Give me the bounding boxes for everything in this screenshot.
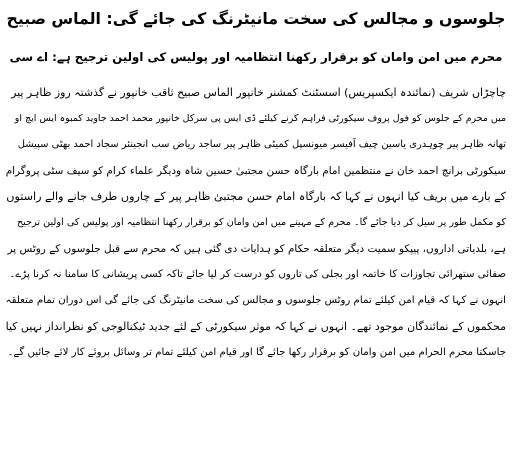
- body-line: کو مکمل طور پر سیل کر دیا جائے گا۔ محرم کے مہینے میں امن وامان کو برقرار رکھنا انتظامیہ اور پولیس کی اولین ترجیح: [16, 217, 506, 228]
- body-line: جاسکتا محرم الحرام میں امن وامان کو برقرار رکھا جائے گا اور قیام امن کیلئے تمام تر وسائل بروئے کار لائے جائیں گے۔: [7, 347, 506, 358]
- article-body: [6, 80, 506, 366]
- body-line: چاچڑاں شریف (نمائندہ ایکسپریس) اسسٹنٹ کمشنر خانپور الماس صبیح ثاقب خانپور نے گذشتہ روز ظاہر پیر: [11, 86, 506, 99]
- body-line: ہے، بلدیاتی اداروں، پیپکو سمیت دیگر متعلقہ حکام کو ہدایات دی گئی ہیں کہ محرم سے قبل جلوسوں کے روٹس پر: [7, 243, 506, 255]
- body-line: انہوں نے کہا کہ قیام امن کیلئے تمام روٹس جلوسوں و مجالس کی سخت مانیٹرنگ کی جائے گی اس دوران تمام متعلقہ: [6, 295, 506, 306]
- body-line: سیکورٹی برانچ احمد خان نے منتظمین امام بارگاہ حسن مجتبیٰ حسین شاہ ودیگر علماء کرام کو سیف سٹی پروگرام: [6, 165, 506, 177]
- body-line: کے بارے میں بریف کیا انہوں نے کہا کہ بارگاہ امام حسن مجتبیٰ ظاہر پیر کے چاروں طرف جانے والے راستوں: [6, 190, 506, 203]
- body-line: صفائی ستھرائی تجاوزات کا خاتمہ اور بجلی کی تاروں کو درست کر لیا جائے تاکہ کسی پریشانی کا سامنا نہ کرنا پڑے۔: [9, 269, 506, 280]
- article-subheadline: محرم میں امن وامان کو برقرار رکھنا انتظامیہ اور پولیس کی اولین ترجیح ہے: اے سی: [9, 50, 503, 64]
- body-line: تھانہ ظاہر پیر چوہدری یاسین چیف آفیسر میونسپل کمیٹی ظاہر پیر ساجد ریاض سب انجینئر سجاد احمد بھٹی سپیشل: [17, 139, 506, 150]
- body-line: محکموں کے نمائندگان موجود تھے۔ انہوں نے کہا کہ موثر سیکورٹی کے لئے جدید ٹیکنالوجی کو نظرانداز نہیں کیا: [6, 320, 506, 333]
- body-line: میں محرم کے جلوس کو فول پروف سیکورٹی فراہم کرنے کیلئے ڈی ایس پی سرکل خانپور محمد احمد جاوید کمبوہ ایس ایچ او: [14, 113, 506, 124]
- article-headline: جلوسوں و مجالس کی سخت مانیٹرنگ کی جائے گی: الماس صبیح: [6, 9, 506, 28]
